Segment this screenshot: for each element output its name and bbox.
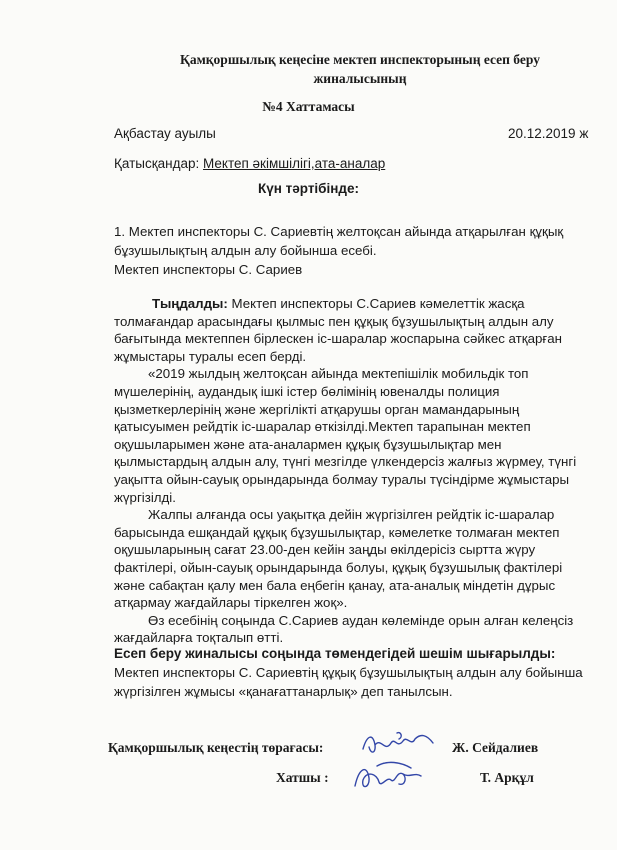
heard-label: Тыңдалды: bbox=[152, 296, 228, 311]
participants-value: Мектеп әкімшілігі,ата-аналар bbox=[202, 156, 386, 171]
decision-text: Мектеп инспекторы С. Сариевтің құқық бұзушылықтың алдын алу бойынша жүргізілген жұмысы «қанағаттанарлық» деп танылсын. bbox=[114, 665, 583, 699]
heard-paragraph-1-text: Мектеп инспекторы С.Сариев кәмелеттік жасқа толмағандар арасындағы қылмыс пен құқық бұзушылықтың алдын алу бағытында мектеппен бірлескен іс-шаралар жоспарына сәйкес атқарған жұмыстары туралы есеп берді. bbox=[114, 296, 562, 364]
participants-line bbox=[114, 156, 385, 171]
secretary-signature bbox=[347, 756, 427, 796]
document-title: Қамқоршылық кеңесіне мектеп инспекторының есеп беру жиналысының bbox=[180, 52, 540, 86]
participants-label: Қатысқандар: bbox=[114, 156, 203, 171]
decision-heading: Есеп беру жиналысы соңында төмендегідей шешім шығарылды: bbox=[114, 646, 556, 661]
heard-paragraph-1 bbox=[114, 295, 584, 365]
secretary-name: Т. Арқұл bbox=[480, 770, 534, 785]
village-name: Ақбастау ауылы bbox=[114, 126, 216, 141]
agenda-heading: Күн тәртібінде: bbox=[257, 181, 360, 196]
agenda-speaker: Мектеп инспекторы С. Сариев bbox=[114, 262, 303, 277]
heard-paragraph-4: Өз есебінің соңында С.Сариев аудан көлемінде орын алған келеңсіз жағдайларға тоқталып өтті. bbox=[114, 612, 574, 646]
heard-paragraph-3: Жалпы алғанда осы уақытқа дейін жүргізілген рейдтік іс-шаралар барысында ешқандай құқық бұзушылықтар, кәмелетке толмаған мектеп оқушыларының сағат 23.00-ден кейін заңды өкілдерісіз сыртта жүру фактілері, ойын-сауық орындарында болуы, құқық бұзушылық фактілері және сабақтан қалу мен бала еңбегін қанау, ата-аналық міндетін дұрыс атқармау жағдайлары тіркелген жоқ». bbox=[114, 507, 563, 611]
heard-paragraph-2: «2019 жылдың желтоқсан айында мектепішілік мобильдік топ мүшелерінің, аудандық ішкі істер бөлімінің ювеналды полиция қызметкерлерінің және жергілікті атқарушы орган мамандарының қатысуымен рейдтік іс-шаралар өткізілді.Мектеп тарапынан мектеп оқушыларымен және ата-аналармен құқық бұзушылықтар мен қылмыстардың алдын алу, түнгі мезгілде үлкендерсіз жалғыз жүрмеу, түнгі уақытта ойын-сауық орындарында болмау туралы түсіндірме жұмыстары жүргізілді. bbox=[114, 366, 577, 505]
document-date: 20.12.2019 ж bbox=[508, 126, 589, 141]
agenda-block bbox=[114, 222, 584, 279]
agenda-item: 1. Мектеп инспекторы С. Сариевтің желтоқсан айында атқарылған құқық бұзушылықтың алдын алу бойынша есебі. bbox=[114, 224, 564, 258]
secretary-label: Хатшы : bbox=[276, 770, 329, 785]
heard-section bbox=[114, 295, 584, 647]
chair-name: Ж. Сейдалиев bbox=[452, 740, 539, 755]
protocol-number: №4 Хаттамасы bbox=[262, 99, 355, 114]
chair-label: Қамқоршылық кеңестің төрағасы: bbox=[108, 740, 324, 755]
